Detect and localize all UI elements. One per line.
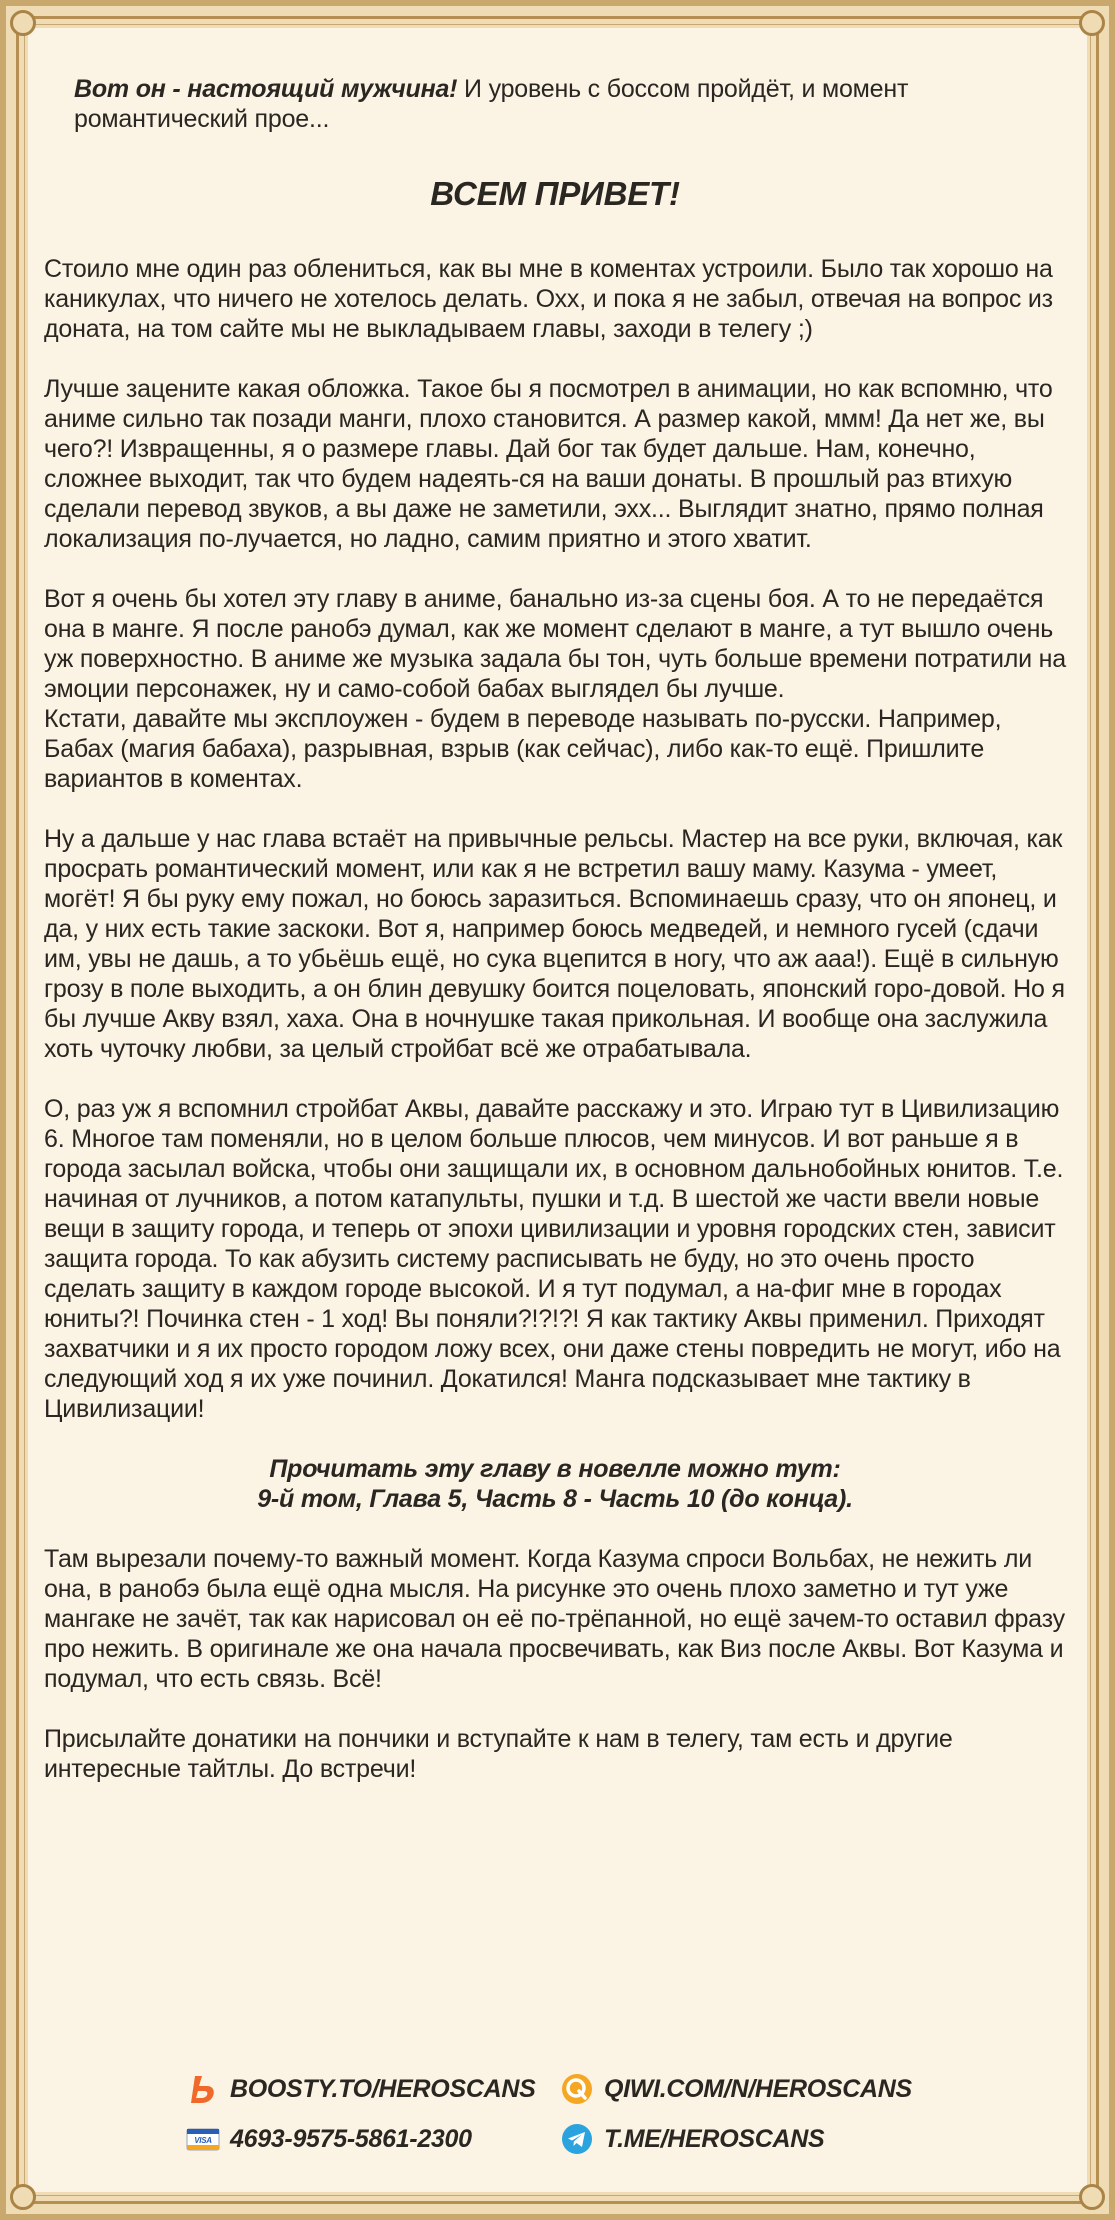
paragraph-line: Ну а дальше у нас глава встаёт на привычные рельсы. Мастер на все руки, включая, как просрать романтический момент, или как я не встретил вашу маму. Казума - умеет, могёт! Я бы руку ему пожал, но боюсь заразиться. Вспоминаешь сразу, что он японец, и да, у них есть такие заскоки. Вот я, например боюсь медведей, и немного гусей (сдачи им, увы не дашь, а то убьёшь ещё, но сука вцепится в ногу, что аж ааа!). Ещё в сильную грозу в поле выходить, а он блин девушку боится поцеловать, японский горо-довой. Но я бы лучше Акву взял, хаха. Она в ночнушке такая прикольная. И вообще она заслужила хоть чуточку любви, за целый стройбат всё же отрабатывала. [44,825,1065,1063]
lead-text: И уровень с боссом пройдёт, и момент романтический прое... [74,75,909,133]
frame-corner-ornament [1079,2184,1105,2210]
novel-reference-line: 9-й том, Глава 5, Часть 8 - Часть 10 (до конца). [257,1485,853,1513]
telegram-link-text: T.ME/HEROSCANS [604,2124,825,2153]
visa-card-icon [186,2122,220,2156]
greeting-heading: ВСЕМ ПРИВЕТ! [430,175,680,212]
boosty-link[interactable] [186,2072,546,2106]
lead-paragraph [44,74,1066,134]
telegram-link[interactable] [560,2122,824,2156]
paragraph-line: Присылайте донатики на пончики и вступайте к нам в телегу, там есть и другие интересные тайтлы. До встречи! [44,1725,953,1783]
visa-text: VISA [194,2136,212,2145]
post-content [44,74,1066,1814]
boosty-icon [186,2072,220,2106]
novel-reference-line: Прочитать эту главу в новелле можно тут: [269,1455,841,1483]
frame-corner-ornament [10,2184,36,2210]
paragraph [44,584,1066,794]
donation-links [186,2064,946,2164]
paragraph [44,1094,1066,1424]
paragraph-line: Кстати, давайте мы эксплоужен - будем в переводе называть по-русски. Например, Бабах (магия бабаха), разрывная, взрыв (как сейчас), либо как-то ещё. Пришлите вариантов в коментах. [44,705,1002,793]
paragraph [44,254,1066,344]
qiwi-link-text: QIWI.COM/N/HEROSCANS [604,2074,912,2103]
card-number [186,2122,546,2156]
paragraph-line: Там вырезали почему-то важный момент. Когда Казума спроси Вольбах, не нежить ли она, в ранобэ была ещё одна мысля. На рисунке это очень плохо заметно и тут уже мангаке не зачёт, так как нарисовал он её по-трёпанной, но ещё зачем-то оставил фразу про нежить. В оригинале же она начала просвечивать, как Виз после Аквы. Вот Казума и подумал, что есть связь. Всё! [44,1545,1065,1693]
links-row [186,2114,946,2164]
frame-corner-ornament [10,10,36,36]
novel-reference [44,1454,1066,1514]
links-row [186,2064,946,2114]
boosty-link-text: BOOSTY.TO/HEROSCANS [230,2074,536,2103]
paragraph-line: Лучше зацените какая обложка. Такое бы я посмотрел в анимации, но как вспомню, что аниме сильно так позади манги, плохо становится. А размер какой, ммм! Да нет же, вы чего?! Извращенны, я о размере главы. Дай бог так будет дальше. Нам, конечно, сложнее выходит, так что будем надеять-ся на ваши донаты. В прошлый раз втихую сделали перевод звуков, а вы даже не заметили, эхх... Выглядит знатно, прямо полная локализация по-лучается, но ладно, самим приятно и этого хватит. [44,375,1053,553]
card-number-text: 4693-9575-5861-2300 [230,2124,472,2153]
paragraph [44,374,1066,554]
lead-emphasis: Вот он - настоящий мужчина! [74,75,458,103]
paragraph [44,824,1066,1064]
paragraph-line: Стоило мне один раз облениться, как вы мне в коментах устроили. Было так хорошо на каникулах, что ничего не хотелось делать. Охх, и пока я не забыл, отвечая на вопрос из доната, на том сайте мы не выкладываем главы, заходи в телегу ;) [44,255,1053,343]
frame-corner-ornament [1079,10,1105,36]
paragraph-line: Вот я очень бы хотел эту главу в аниме, банально из-за сцены боя. А то не передаётся она в манге. Я после ранобэ думал, как же момент сделают в манге, а тут вышло очень уж поверхностно. В аниме же музыка задала бы тон, чуть больше времени потратили на эмоции персонажек, ну и само-собой бабах выглядел бы лучше. [44,585,1066,703]
qiwi-icon [560,2072,594,2106]
qiwi-link[interactable] [560,2072,912,2106]
paragraph-line: О, раз уж я вспомнил стройбат Аквы, давайте расскажу и это. Играю тут в Цивилизацию 6. Многое там поменяли, но в целом больше плюсов, чем минусов. И вот раньше я в города засылал войска, чтобы они защищали их, в основном дальнобойных юнитов. Т.е. начиная от лучников, а потом катапульты, пушки и т.д. В шестой же части ввели новые вещи в защиту города, и теперь от эпохи цивилизации и уровня городских стен, зависит защита города. То как абузить систему расписывать не буду, но это очень просто сделать защиту в каждом городе высокой. И я тут подумал, а на-фиг мне в городах юниты?! Починка стен - 1 ход! Вы поняли?!?!?! Я как тактику Аквы применил. Приходят захватчики и я их просто городом ложу всех, они даже стены повредить не могут, ибо на следующий ход я их уже починил. Докатился! Манга подсказывает мне тактику в Цивилизации! [44,1095,1064,1423]
paragraph [44,1544,1066,1694]
paragraph [44,1724,1066,1784]
telegram-icon [560,2122,594,2156]
